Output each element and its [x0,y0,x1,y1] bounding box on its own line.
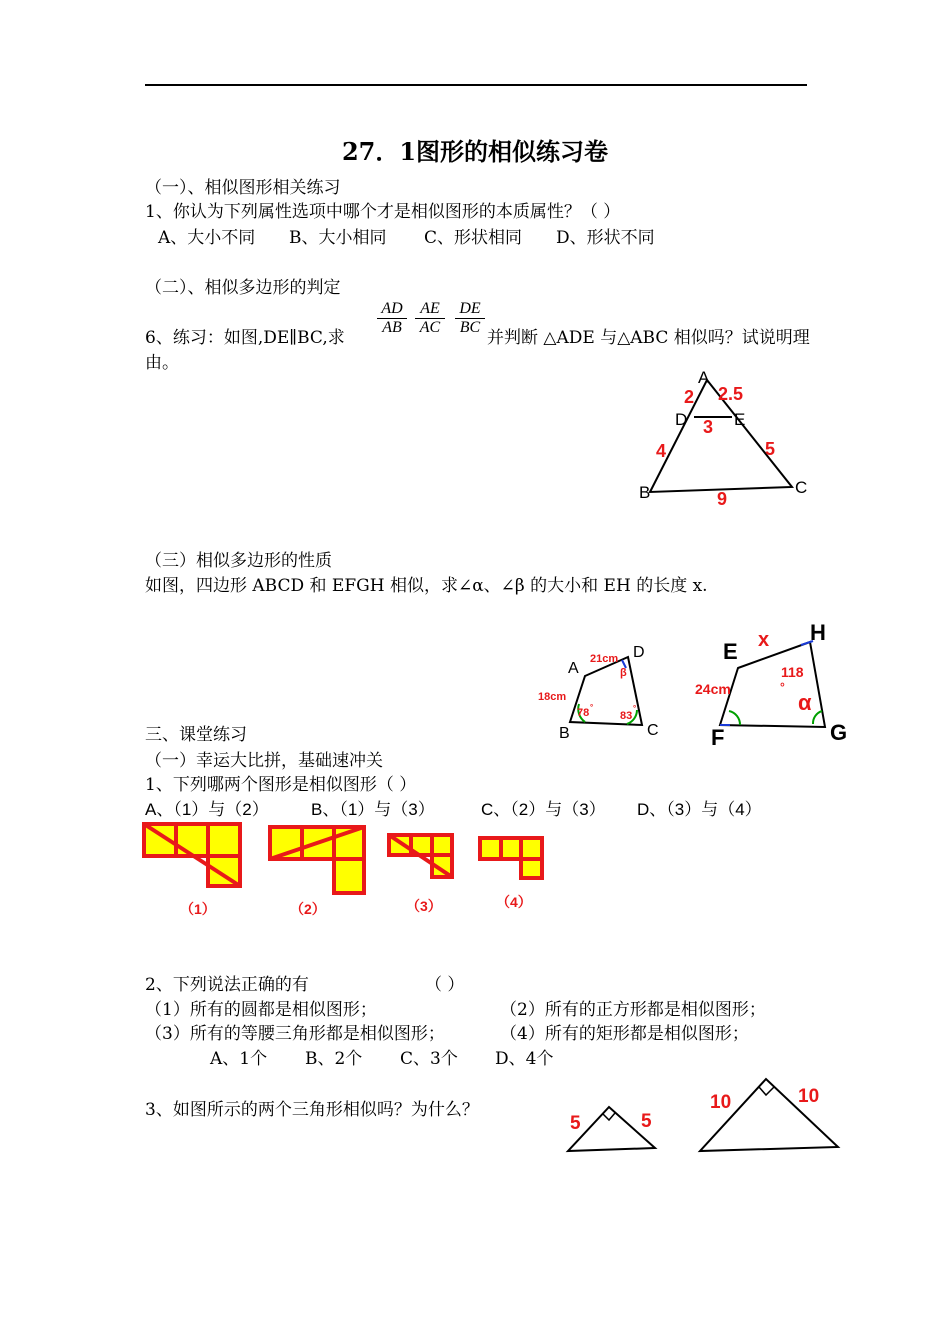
small-triangle-figure [560,1095,670,1160]
practice-q1-option-b: B、（1）与（3） [311,800,435,819]
vertex-h: H [810,620,826,645]
q1-option-a: A、大小不同 [158,228,256,248]
side-ef: 24cm [695,681,731,697]
question-1: 1、你认为下列属性选项中哪个才是相似图形的本质属性？（ ） [145,202,621,222]
fraction-de-bc [455,300,485,337]
practice-q1-option-d: D、（3）与（4） [637,800,762,819]
vertex-f: F [711,725,725,750]
q1-option-c: C、形状相同 [424,228,523,248]
shape-label-1: （1） [180,901,216,917]
label-ad: 2 [684,387,695,407]
practice-heading: 三、课堂练习 [145,725,247,745]
q1-option-d: D、形状不同 [556,228,655,248]
question-6-part2: 并判断 △ADE 与△ABC 相似吗？试说明理 [487,328,810,348]
vertex-a: A [698,368,710,387]
page-title: 27．1图形的相似练习卷 [341,137,609,166]
section3-heading: （三）相似多边形的性质 [145,551,332,571]
q2-item-4: （4）所有的矩形都是相似图形； [500,1024,749,1044]
q1-option-b: B、大小相同 [289,228,387,248]
shape-3 [389,835,452,877]
question-6-part1: 6、练习：如图,DE∥BC,求 [145,328,345,348]
large-side-left: 10 [710,1092,732,1113]
shape-label-3: （3） [406,898,442,914]
q2-option-b: B、2个 [305,1049,363,1069]
angle-g-value: α [798,690,812,715]
small-side-left: 5 [570,1113,581,1134]
vertex-c: C [647,722,659,739]
section1-heading: （一）、相似图形相关练习 [145,178,341,198]
practice-q3: 3、如图所示的两个三角形相似吗？为什么？ [145,1100,479,1120]
side-eh: x [758,629,770,651]
vertex-a: A [568,660,579,677]
section2-heading: （二）、相似多边形的判定 [145,278,341,298]
q2-item-3: （3）所有的等腰三角形都是相似图形； [145,1024,445,1044]
q2-item-1: （1）所有的圆都是相似图形； [145,1000,377,1020]
label-ec: 5 [765,439,776,459]
angle-h-value: 118 [781,664,804,680]
angle-f-arc [729,711,740,725]
shape-label-4: （4） [496,894,532,910]
vertex-g: G [830,720,848,745]
large-triangle-figure [690,1070,850,1160]
angle-d-value: β [620,667,627,679]
practice-q1-option-a: A、（1）与（2） [145,800,269,819]
angle-b-value: 78 [577,707,590,719]
shape-1 [144,824,240,886]
shape-4 [480,838,542,878]
fraction-den: AC [415,318,445,337]
vertex-b: B [639,483,651,502]
vertex-c: C [795,478,808,497]
shape-2 [270,827,364,893]
small-side-right: 5 [641,1111,652,1132]
vertex-e: E [723,639,738,664]
vertex-b: B [559,725,570,742]
deg-h: ° [780,680,785,694]
vertex-e: E [734,410,746,429]
deg-c: ° [633,704,637,713]
side-ab: 18cm [538,691,567,703]
header-rule [145,84,807,86]
practice-q2: 2、下列说法正确的有 [145,975,309,995]
q2-item-2: （2）所有的正方形都是相似图形； [500,1000,766,1020]
fraction-num: DE [459,300,481,317]
label-db: 4 [656,441,667,461]
label-de: 3 [703,417,714,437]
q2-option-a: A、1个 [210,1049,268,1069]
fraction-ad-ab [377,300,407,337]
question-6-part3: 由。 [145,353,179,373]
quad-abcd-figure [535,640,685,745]
fraction-ae-ac [415,300,445,337]
large-side-right: 10 [798,1086,820,1107]
label-bc: 9 [717,489,728,509]
q2-option-c: C、3个 [400,1049,458,1069]
practice-q1-option-c: C、（2）与（3） [481,800,606,819]
practice-q2-blank: （ ） [425,975,465,995]
practice-subheading: （一）幸运大比拼，基础速冲关 [145,751,383,771]
shape-label-2: （2） [290,901,326,917]
side-ad: 21cm [590,653,619,665]
fraction-num: AD [381,300,403,317]
section3-text: 如图，四边形 ABCD 和 EFGH 相似，求∠α、∠β 的大小和 EH 的长度 x. [145,576,708,596]
fraction-num: AE [420,300,440,317]
deg-b: ° [590,703,594,712]
q2-option-d: D、4个 [495,1049,554,1069]
angle-g-arc [813,711,822,724]
angle-c-value: 83 [620,710,633,722]
fraction-den: AB [377,318,407,337]
vertex-d: D [675,410,688,429]
label-ae: 2.5 [718,384,744,404]
triangle-figure [630,365,820,510]
practice-q1: 1、下列哪两个图形是相似图形（ ） [145,775,417,795]
right-angle-mark [603,1113,615,1120]
vertex-d: D [633,644,645,661]
shapes-figure [140,820,560,925]
quad-efgh-figure [695,615,865,750]
fraction-den: BC [455,318,485,337]
right-angle-mark [759,1087,774,1095]
